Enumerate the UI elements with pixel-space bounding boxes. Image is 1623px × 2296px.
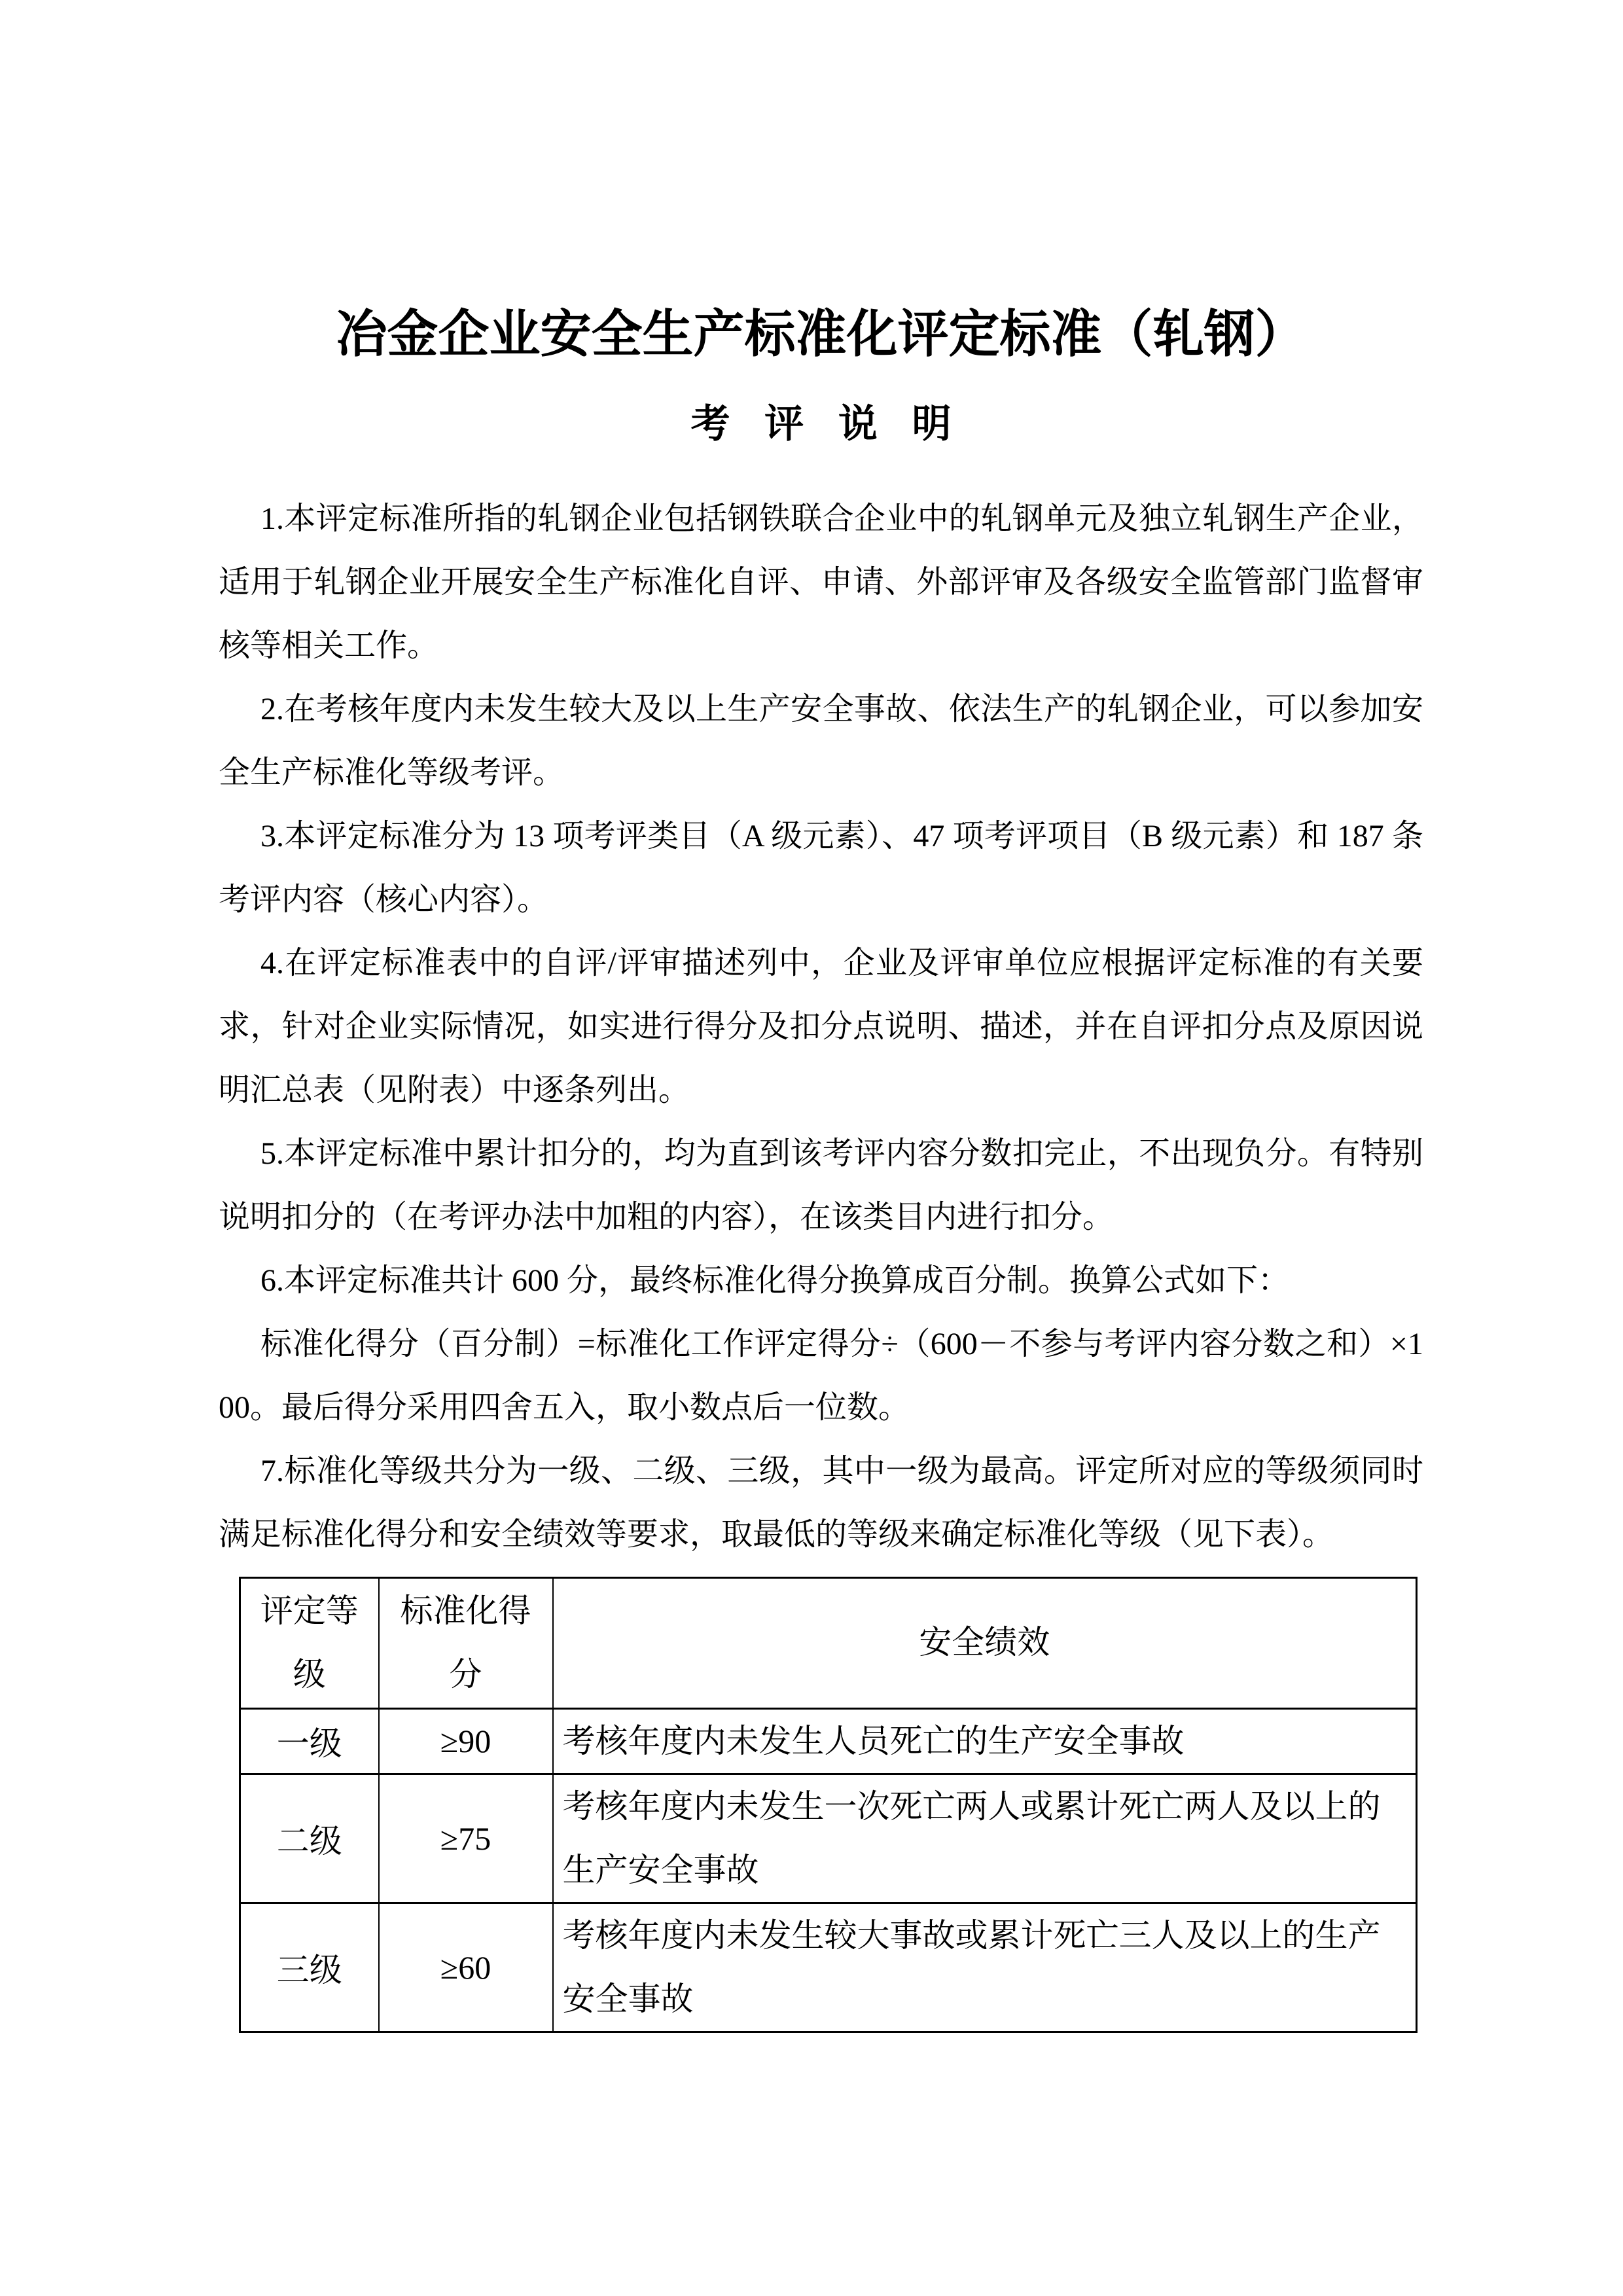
performance-cell: 考核年度内未发生一次死亡两人或累计死亡两人及以上的生产安全事故 (553, 1774, 1417, 1903)
paragraph-1: 1.本评定标准所指的轧钢企业包括钢铁联合企业中的轧钢单元及独立轧钢生产企业，适用于轧钢企业开展安全生产标准化自评、申请、外部评审及各级安全监管部门监督审核等相关工作。 (219, 501, 1423, 663)
table-header-row (240, 1577, 1417, 1708)
table-header-performance: 安全绩效 (553, 1577, 1417, 1708)
score-cell: ≥90 (379, 1708, 553, 1774)
table-row-level3 (240, 1903, 1417, 2032)
paragraph-3: 3.本评定标准分为 13 项考评类目（A 级元素）、47 项考评项目（B 级元素）和 187 条考评内容（核心内容）。 (219, 818, 1423, 917)
table-header-score: 标准化得分 (379, 1577, 553, 1708)
document-body (219, 487, 1423, 2033)
grade-cell: 一级 (240, 1708, 379, 1774)
paragraph-5: 5.本评定标准中累计扣分的，均为直到该考评内容分数扣完止，不出现负分。有特别说明扣分的（在考评办法中加粗的内容），在该类目内进行扣分。 (219, 1136, 1423, 1234)
grade-cell: 三级 (240, 1903, 379, 2032)
score-cell: ≥60 (379, 1903, 553, 2032)
paragraph-6: 6.本评定标准共计 600 分，最终标准化得分换算成百分制。换算公式如下： (260, 1263, 1290, 1298)
grade-cell: 二级 (240, 1774, 379, 1903)
document-title: 冶金企业安全生产标准化评定标准（轧钢） (336, 306, 1306, 363)
paragraph-2: 2.在考核年度内未发生较大及以上生产安全事故、依法生产的轧钢企业，可以参加安全生产标准化等级考评。 (219, 691, 1423, 790)
score-cell: ≥75 (379, 1774, 553, 1903)
performance-cell: 考核年度内未发生人员死亡的生产安全事故 (553, 1708, 1417, 1774)
grade-table (239, 1577, 1418, 2033)
paragraph-4: 4.在评定标准表中的自评/评审描述列中，企业及评审单位应根据评定标准的有关要求，针对企业实际情况，如实进行得分及扣分点说明、描述，并在自评扣分点及原因说明汇总表（见附表）中逐条列出。 (219, 945, 1423, 1107)
paragraph-formula: 标准化得分（百分制）=标准化工作评定得分÷（600－不参与考评内容分数之和）×100。最后得分采用四舍五入，取小数点后一位数。 (219, 1326, 1423, 1425)
section-heading: 考 评 说 明 (690, 401, 963, 446)
table-row-level1 (240, 1708, 1417, 1774)
paragraph-7: 7.标准化等级共分为一级、二级、三级，其中一级为最高。评定所对应的等级须同时满足标准化得分和安全绩效等要求，取最低的等级来确定标准化等级（见下表）。 (219, 1453, 1423, 1552)
table-row-level2 (240, 1774, 1417, 1903)
performance-cell: 考核年度内未发生较大事故或累计死亡三人及以上的生产安全事故 (553, 1903, 1417, 2032)
table-header-grade: 评定等级 (240, 1577, 379, 1708)
